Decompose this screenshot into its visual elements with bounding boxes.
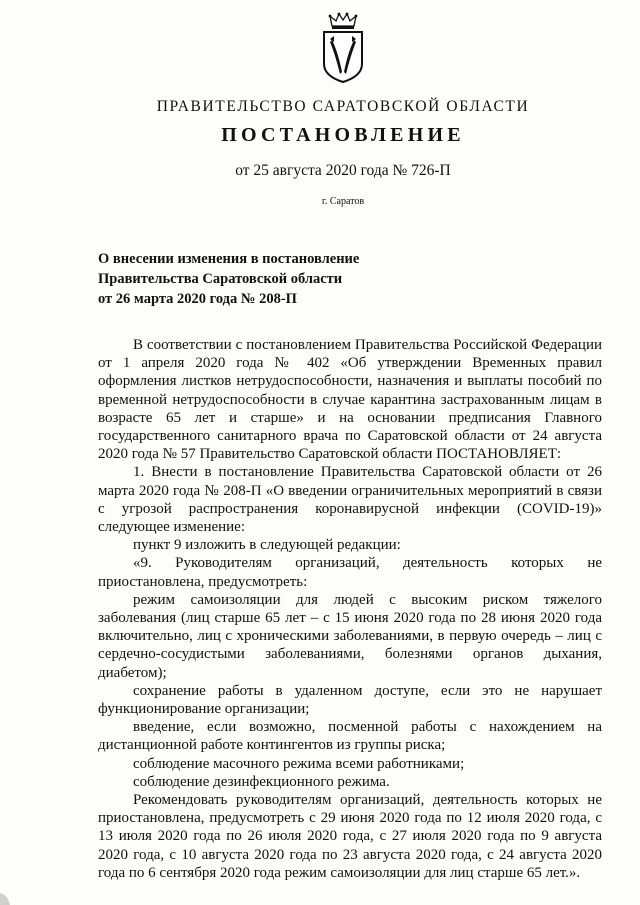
body-paragraph: Рекомендовать руководителям организаций, деятельность которых не приостановлена, предусмотреть с 29 июня 2020 года по 12 июля 2020 года, с 13 июля 2020 года по 26 июля 2020 года, с 27 июля 2020 года по 9 августа 2020 года, с 10 августа 2020 года по 23 августа 2020 года, с 24 августа 2020 года по 6 сентября 2020 года режим самоизоляции для лиц старше 65 лет.». — [98, 792, 602, 881]
body-paragraph: В соответствии с постановлением Правительства Российской Федерации от 1 апреля 2020 года № 402 «Об утверждении Временных правил оформления листков нетрудоспособности, назначения и выплаты пособий по временной нетрудоспособности в случае карантина застрахованным лицам в возрасте 65 лет и старше» и на основании предписания Главного государственного санитарного врача по Саратовской области от 24 августа 2020 года № 57 Правительство Саратовской области ПОСТАНОВЛЯЕТ: — [98, 337, 602, 463]
scan-corner-mark — [0, 891, 16, 905]
body-paragraph: пункт 9 изложить в следующей редакции: — [133, 537, 401, 554]
body-paragraph: соблюдение дезинфекционного режима. — [133, 773, 390, 790]
body-paragraph: 1. Внести в постановление Правительства Саратовской области от 26 марта 2020 года № 208-П «О введении ограничительных мероприятий в связи с угрозой распространения коронавирусной инфекции (COVID-19)» следующее изменение: — [98, 464, 602, 536]
body-paragraph: сохранение работы в удаленном доступе, если это не нарушает функционирование организации; — [98, 682, 602, 718]
document-type-title: ПОСТАНОВЛЕНИЕ — [221, 124, 465, 146]
government-name: ПРАВИТЕЛЬСТВО САРАТОВСКОЙ ОБЛАСТИ — [156, 98, 530, 115]
decree-subject — [98, 249, 418, 309]
subject-line: от 26 марта 2020 года № 208-П — [98, 291, 297, 307]
decree-date-number: от 25 августа 2020 года № 726-П — [235, 162, 451, 179]
city-name: г. Саратов — [321, 196, 365, 207]
body-paragraph: соблюдение масочного режима всеми работниками; — [133, 755, 465, 772]
body-paragraph: «9. Руководителям организаций, деятельность которых не приостановлена, предусмотреть: — [98, 555, 602, 590]
subject-line: О внесении изменения в постановление — [98, 251, 360, 267]
subject-line: Правительства Саратовской области — [98, 271, 343, 287]
body-paragraph: режим самоизоляции для людей с высоким риском тяжелого заболевания (лиц старше 65 лет – с 15 июня 2020 года по 28 июня 2020 года включительно, лиц с хроническими заболеваниями, в первую очередь – лиц с сердечно-сосудистыми заболеваниями, болезнями органов дыхания, диабетом); — [98, 591, 602, 681]
saratov-coat-of-arms-icon — [318, 12, 368, 84]
body-paragraph: введение, если возможно, посменной работы с нахождением на дистанционной работе контингентов из группы риска; — [98, 719, 602, 754]
decree-body — [98, 336, 602, 882]
